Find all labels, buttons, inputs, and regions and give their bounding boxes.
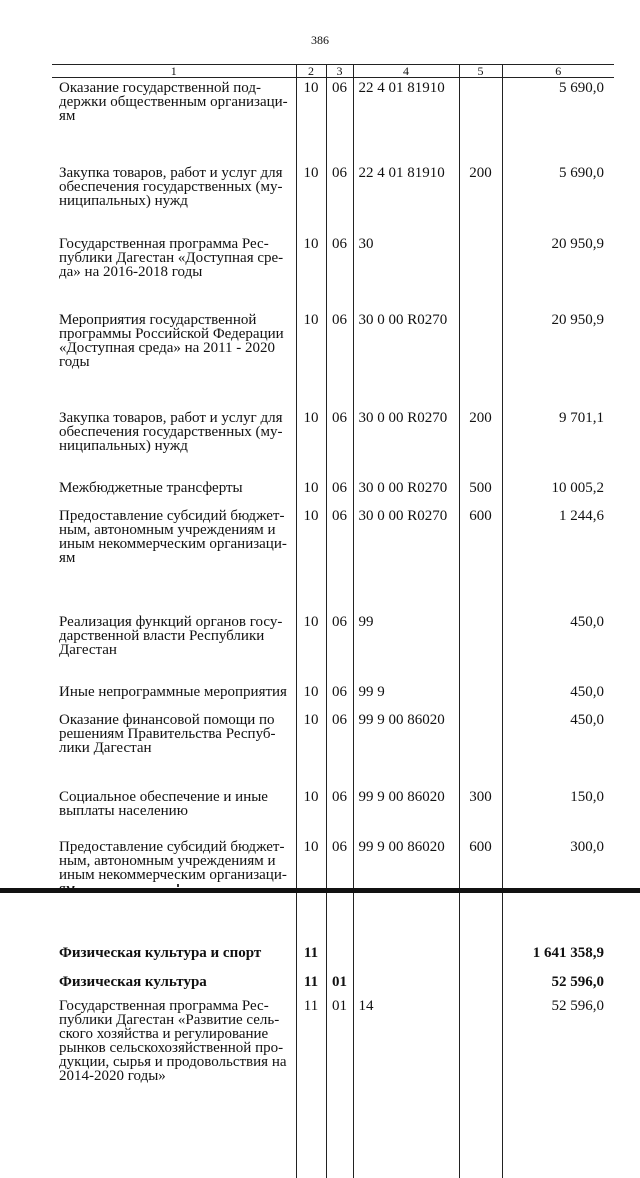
row-name-cell: Закупка товаров, работ и услуг для обеспечения государственных (му-ниципальных) нужд bbox=[52, 411, 296, 481]
row-code-cell-4: 99 9 bbox=[353, 685, 459, 713]
row-code-cell-5 bbox=[459, 975, 502, 999]
row-code-cell-6: 20 950,9 bbox=[502, 313, 614, 411]
row-code-cell-6: 450,0 bbox=[502, 685, 614, 713]
row-code-cell-3: 06 bbox=[326, 313, 353, 411]
row-code-cell-3: 06 bbox=[326, 840, 353, 946]
header-col-5: 5 bbox=[459, 65, 502, 78]
row-code-cell-5: 600 bbox=[459, 840, 502, 946]
row-code-cell-4: 30 0 00 R0270 bbox=[353, 509, 459, 615]
row-code-cell-4: 22 4 01 81910 bbox=[353, 78, 459, 167]
table-row bbox=[52, 237, 614, 313]
row-code-cell-4: 30 0 00 R0270 bbox=[353, 411, 459, 481]
row-name-cell: Физическая культура bbox=[52, 975, 296, 999]
table-row bbox=[52, 411, 614, 481]
row-code-cell-2: 10 bbox=[296, 685, 326, 713]
row-name-cell: Оказание финансовой помощи по решениям Правительства Респуб-лики Дагестан bbox=[52, 713, 296, 790]
row-code-cell-6: 300,0 bbox=[502, 840, 614, 946]
row-name-cell: Мероприятия государственной программы Российской Федерации «Доступная среда» на 2011 - 2020 годы bbox=[52, 313, 296, 411]
row-name-cell: Оказание государственной под-держки общественным организаци-ям bbox=[52, 78, 296, 167]
row-code-cell-5: 300 bbox=[459, 790, 502, 840]
row-code-cell-6: 52 596,0 bbox=[502, 975, 614, 999]
row-code-cell-5 bbox=[459, 313, 502, 411]
table-header-row bbox=[52, 65, 614, 78]
row-name-cell: Предоставление субсидий бюджет-ным, автономным учреждениям и иным некоммерческим организаци-ям bbox=[52, 509, 296, 615]
row-code-cell-5 bbox=[459, 713, 502, 790]
header-col-6: 6 bbox=[502, 65, 614, 78]
row-code-cell-6: 450,0 bbox=[502, 713, 614, 790]
row-name-cell: Предоставление субсидий бюджет-ным, автономным учреждениям и иным некоммерческим организаци- bbox=[52, 840, 296, 946]
row-code-cell-2: 10 bbox=[296, 840, 326, 946]
table-body bbox=[52, 78, 614, 1178]
row-code-cell-5 bbox=[459, 615, 502, 685]
table-row bbox=[52, 975, 614, 999]
row-code-cell-6: 450,0 bbox=[502, 615, 614, 685]
row-name-cell: Реализация функций органов госу-дарственной власти Республики Дагестан bbox=[52, 615, 296, 685]
row-code-cell-6: 1 244,6 bbox=[502, 509, 614, 615]
table-row bbox=[52, 78, 614, 167]
row-code-cell-4: 30 0 00 R0270 bbox=[353, 481, 459, 509]
row-code-cell-4: 30 0 00 R0270 bbox=[353, 313, 459, 411]
row-code-cell-5 bbox=[459, 237, 502, 313]
row-code-cell-4: 99 9 00 86020 bbox=[353, 840, 459, 946]
row-code-cell-4 bbox=[353, 946, 459, 975]
row-code-cell-6: 1 641 358,9 bbox=[502, 946, 614, 975]
page-number: 386 bbox=[0, 33, 640, 48]
row-code-cell-3: 06 bbox=[326, 481, 353, 509]
table-row bbox=[52, 313, 614, 411]
table-row bbox=[52, 685, 614, 713]
row-code-cell-2: 10 bbox=[296, 509, 326, 615]
row-code-cell-5 bbox=[459, 999, 502, 1178]
row-code-cell-3: 01 bbox=[326, 999, 353, 1178]
row-code-cell-6: 150,0 bbox=[502, 790, 614, 840]
row-code-cell-4: 99 bbox=[353, 615, 459, 685]
row-name-cell: Государственная программа Рес-публики Дагестан «Развитие сель-ского хозяйства и регулирование рынков сельскохозяйственной про-дукции, сырья и продовольствия на 2014-2020 годы» bbox=[52, 999, 296, 1178]
row-code-cell-2: 10 bbox=[296, 313, 326, 411]
row-code-cell-2: 10 bbox=[296, 481, 326, 509]
row-code-cell-2: 10 bbox=[296, 78, 326, 167]
row-code-cell-3: 06 bbox=[326, 615, 353, 685]
row-code-cell-5 bbox=[459, 78, 502, 167]
row-name-cell: Иные непрограммные мероприятия bbox=[52, 685, 296, 713]
row-code-cell-5: 600 bbox=[459, 509, 502, 615]
row-code-cell-3 bbox=[326, 946, 353, 975]
row-code-cell-6: 20 950,9 bbox=[502, 237, 614, 313]
row-name-cell: Физическая культура и спорт bbox=[52, 946, 296, 975]
row-code-cell-2: 11 bbox=[296, 975, 326, 999]
row-code-cell-6: 5 690,0 bbox=[502, 166, 614, 237]
row-name-cell: Социальное обеспечение и иные выплаты населению bbox=[52, 790, 296, 840]
row-code-cell-4: 30 bbox=[353, 237, 459, 313]
table-row bbox=[52, 481, 614, 509]
row-code-cell-6: 5 690,0 bbox=[502, 78, 614, 167]
row-code-cell-3: 06 bbox=[326, 166, 353, 237]
row-code-cell-3: 06 bbox=[326, 685, 353, 713]
table-row bbox=[52, 713, 614, 790]
row-code-cell-2: 10 bbox=[296, 411, 326, 481]
header-col-4: 4 bbox=[353, 65, 459, 78]
table-row bbox=[52, 166, 614, 237]
row-name-cell: Закупка товаров, работ и услуг для обеспечения государственных (му-ниципальных) нужд bbox=[52, 166, 296, 237]
header-col-2: 2 bbox=[296, 65, 326, 78]
row-code-cell-3: 06 bbox=[326, 78, 353, 167]
table-row bbox=[52, 615, 614, 685]
row-code-cell-5: 200 bbox=[459, 411, 502, 481]
row-code-cell-2: 10 bbox=[296, 790, 326, 840]
row-code-cell-5 bbox=[459, 946, 502, 975]
row-code-cell-2: 11 bbox=[296, 946, 326, 975]
row-code-cell-2: 10 bbox=[296, 713, 326, 790]
row-code-cell-5: 500 bbox=[459, 481, 502, 509]
row-code-cell-2: 10 bbox=[296, 237, 326, 313]
row-code-cell-3: 06 bbox=[326, 790, 353, 840]
table-row bbox=[52, 999, 614, 1178]
table-row bbox=[52, 946, 614, 975]
budget-table bbox=[52, 64, 614, 1178]
scan-dot bbox=[177, 884, 179, 887]
row-code-cell-4: 99 9 00 86020 bbox=[353, 713, 459, 790]
row-code-cell-2: 11 bbox=[296, 999, 326, 1178]
row-code-cell-4: 99 9 00 86020 bbox=[353, 790, 459, 840]
row-code-cell-5: 200 bbox=[459, 166, 502, 237]
row-code-cell-3: 06 bbox=[326, 713, 353, 790]
row-code-cell-3: 06 bbox=[326, 411, 353, 481]
row-name-cell: Государственная программа Рес-публики Дагестан «Доступная сре-да» на 2016-2018 годы bbox=[52, 237, 296, 313]
scan-bottom-edge bbox=[0, 888, 640, 893]
header-col-3: 3 bbox=[326, 65, 353, 78]
row-code-cell-2: 10 bbox=[296, 615, 326, 685]
row-code-cell-3: 06 bbox=[326, 237, 353, 313]
row-code-cell-2: 10 bbox=[296, 166, 326, 237]
table-row bbox=[52, 840, 614, 946]
row-code-cell-6: 52 596,0 bbox=[502, 999, 614, 1178]
row-name-cell: Межбюджетные трансферты bbox=[52, 481, 296, 509]
table-row bbox=[52, 509, 614, 615]
row-code-cell-4 bbox=[353, 975, 459, 999]
row-code-cell-3: 06 bbox=[326, 509, 353, 615]
row-code-cell-3: 01 bbox=[326, 975, 353, 999]
row-code-cell-6: 10 005,2 bbox=[502, 481, 614, 509]
row-code-cell-5 bbox=[459, 685, 502, 713]
header-col-1: 1 bbox=[52, 65, 296, 78]
table-row bbox=[52, 790, 614, 840]
row-code-cell-4: 22 4 01 81910 bbox=[353, 166, 459, 237]
row-code-cell-4: 14 bbox=[353, 999, 459, 1178]
row-code-cell-6: 9 701,1 bbox=[502, 411, 614, 481]
